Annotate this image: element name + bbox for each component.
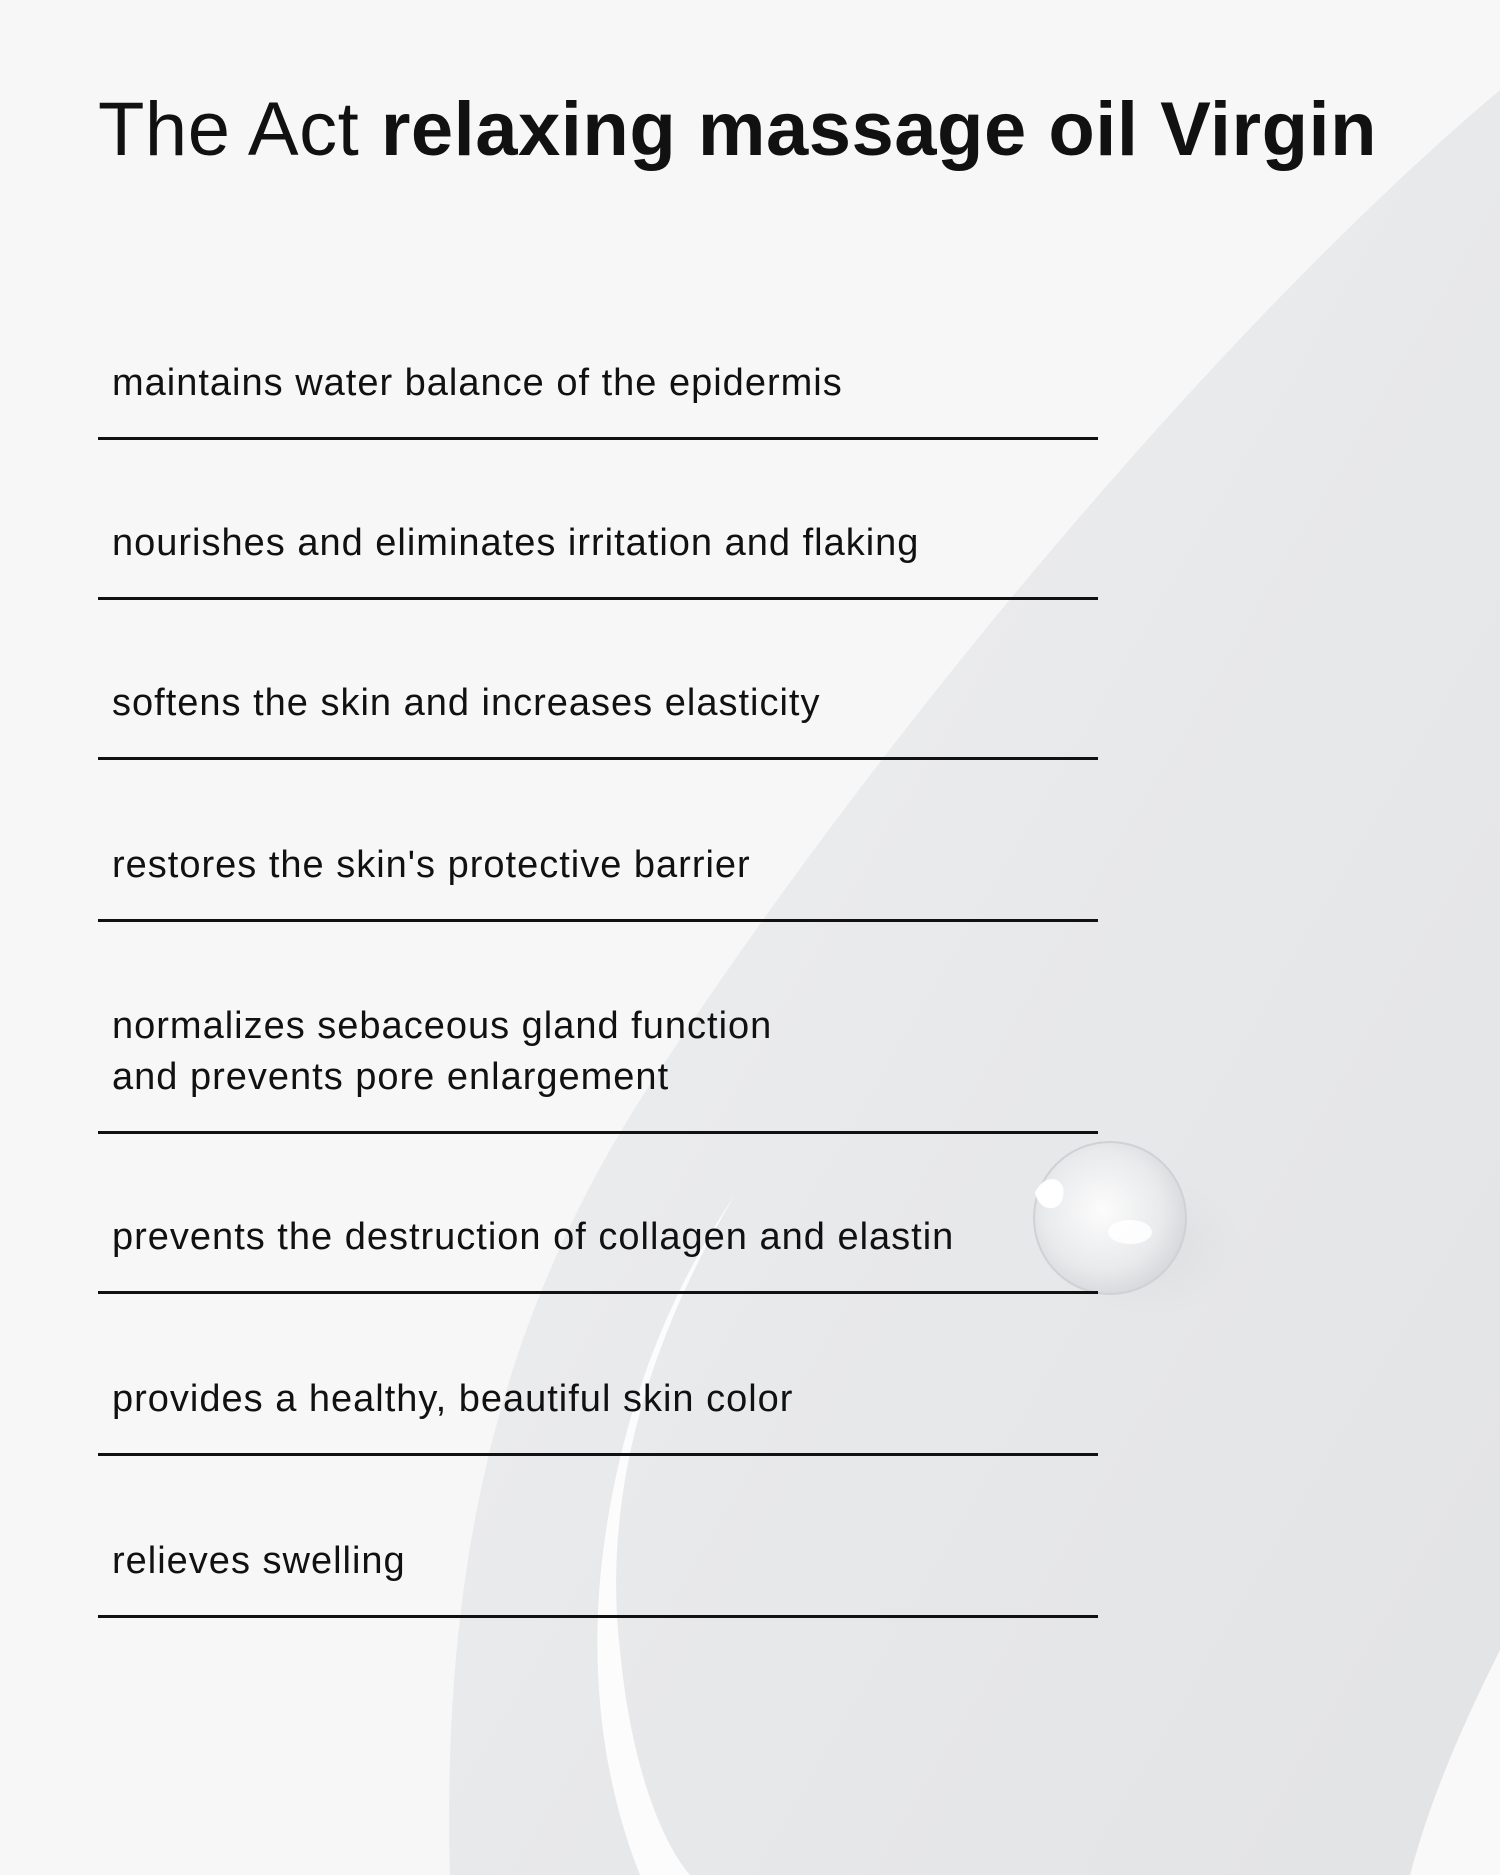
benefit-item (98, 972, 1098, 1134)
benefit-item (98, 490, 1098, 600)
brand-name: The Act (98, 87, 360, 172)
benefit-text: normalizes sebaceous gland function and prevents pore enlargement (112, 1005, 773, 1098)
benefit-text: maintains water balance of the epidermis (112, 362, 843, 404)
product-name: relaxing massage oil Virgin (380, 87, 1378, 172)
benefit-item (98, 812, 1098, 922)
benefit-item (98, 1184, 1098, 1294)
benefit-text: prevents the destruction of collagen and elastin (112, 1216, 955, 1258)
benefit-text: provides a healthy, beautiful skin color (112, 1378, 794, 1420)
benefit-text: softens the skin and increases elasticity (112, 682, 821, 724)
benefit-text: relieves swelling (112, 1540, 406, 1582)
page-title (98, 86, 1377, 174)
benefit-item (98, 1506, 1098, 1618)
benefit-item (98, 1346, 1098, 1456)
benefit-item (98, 650, 1098, 760)
benefit-text: nourishes and eliminates irritation and flaking (112, 522, 920, 564)
benefit-item (98, 330, 1098, 440)
benefit-text: restores the skin's protective barrier (112, 844, 751, 886)
